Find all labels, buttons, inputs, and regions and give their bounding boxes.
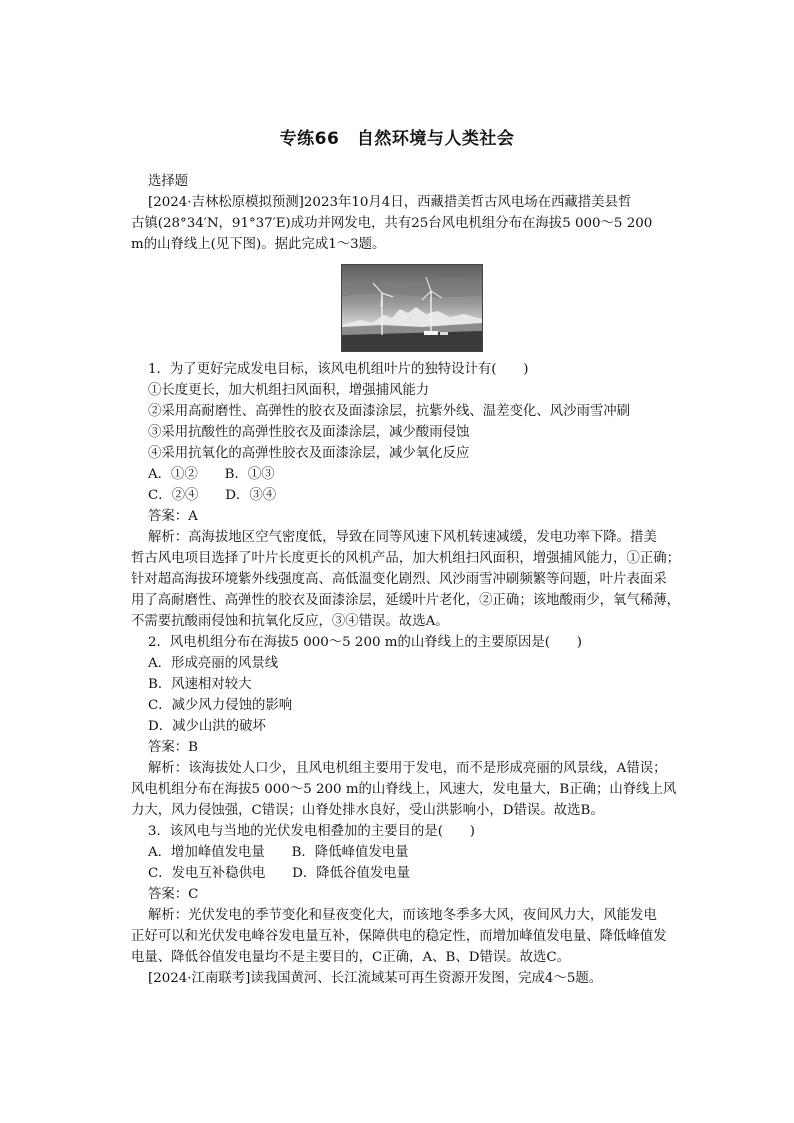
q1-choices: A．①② B．①③ [148,467,275,482]
q2-option: A．形成亮丽的风景线 [148,656,279,671]
q1-analysis: 用了高耐磨性、高弹性的胶衣及面漆涂层，延缓叶片老化，②正确；该地酸雨少，氧气稀薄， [131,593,681,608]
q1-option: ④采用抗氧化的高弹性胶衣及面漆涂层，减少氧化反应 [148,446,470,461]
question-1-stem: 1．为了更好完成发电目标，该风电机组叶片的独特设计有( ) [148,362,529,377]
section-heading: 选择题 [148,174,189,189]
q1-option: ③采用抗酸性的高弹性胶衣及面漆涂层，减少酸雨侵蚀 [148,425,470,440]
intro-line: m的山脊线上(见下图)。据此完成1～3题。 [131,237,386,252]
q2-option: D．减少山洪的破坏 [148,719,266,734]
q2-answer: 答案：B [148,740,199,755]
intro-line: 古镇(28°34′N，91°37′E)成功并网发电，共有25台风电机组分布在海拔5 000～5 200 [131,216,653,231]
q2-analysis: 风电机组分布在海拔5 000～5 200 m的山脊线上，风速大，发电量大，B正确；山脊线上风 [131,782,677,797]
q2-option: B．风速相对较大 [148,677,252,692]
q1-analysis: 不需要抗酸雨侵蚀和抗氧化反应，③④错误。故选A。 [131,614,449,629]
q2-option: C．减少风力侵蚀的影响 [148,698,293,713]
q3-choices: C．发电互补稳供电 D．降低谷值发电量 [148,866,411,881]
q1-answer: 答案：A [148,509,198,524]
page-title: 专练66 自然环境与人类社会 [279,129,515,149]
wind-farm-photo [341,264,483,352]
q1-analysis: 哲古风电项目选择了叶片长度更长的风机产品，加大机组扫风面积，增强捕风能力，①正确； [131,551,681,566]
q1-analysis: 解析：高海拔地区空气密度低，导致在同等风速下风机转速减缓，发电功率下降。措美 [148,530,657,545]
q1-choices: C．②④ D．③④ [148,488,277,503]
question-3-stem: 3．该风电与当地的光伏发电相叠加的主要目的是( ) [148,824,475,839]
q3-answer: 答案：C [148,887,199,902]
q3-analysis: 正好可以和光伏发电峰谷发电量互补，保障供电的稳定性，而增加峰值发电量、降低峰值发 [131,929,667,944]
q3-choices: A．增加峰值发电量 B．降低峰值发电量 [148,845,409,860]
q1-analysis: 针对超高海拔环境紫外线强度高、高低温变化剧烈、风沙雨雪冲刷频繁等问题，叶片表面采 [131,572,667,587]
question-2-stem: 2．风电机组分布在海拔5 000～5 200 m的山脊线上的主要原因是( ) [148,635,582,650]
q1-option: ①长度更长，加大机组扫风面积，增强捕风能力 [148,383,430,398]
intro-line: [2024·江南联考]读我国黄河、长江流域某可再生资源开发图，完成4～5题。 [148,971,603,986]
q3-analysis: 电量、降低谷值发电量均不是主要目的，C正确，A、B、D错误。故选C。 [131,950,571,965]
intro-line: [2024·吉林松原模拟预测]2023年10月4日，西藏措美哲古风电场在西藏措美县哲 [148,195,632,210]
q1-option: ②采用高耐磨性、高弹性的胶衣及面漆涂层，抗紫外线、温差变化、风沙雨雪冲刷 [148,404,631,419]
q2-analysis: 力大，风力侵蚀强，C错误；山脊处排水良好，受山洪影响小，D错误。故选B。 [131,803,604,818]
q3-analysis: 解析：光伏发电的季节变化和昼夜变化大，而该地冬季多大风，夜间风力大，风能发电 [148,908,657,923]
q2-analysis: 解析：该海拔处人口少，且风电机组主要用于发电，而不是形成亮丽的风景线，A错误； [148,761,667,776]
